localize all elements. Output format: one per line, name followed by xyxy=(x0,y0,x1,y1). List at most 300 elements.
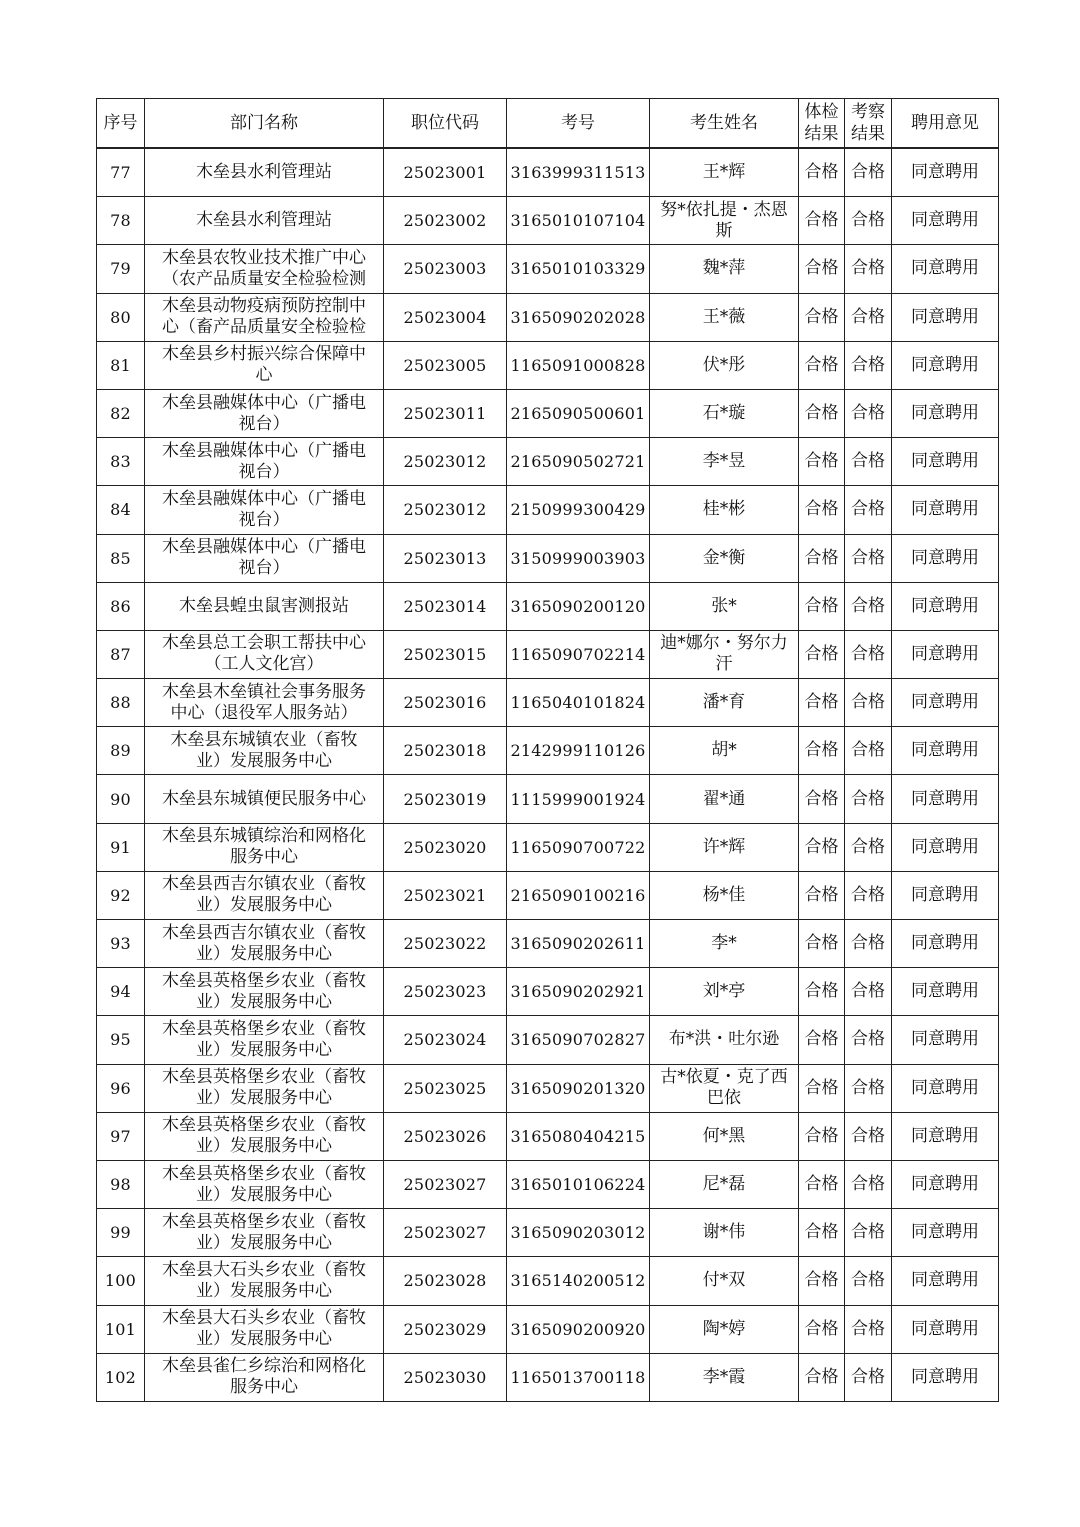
cell-exam: 3165010107104 xyxy=(507,197,650,245)
cell-code: 25023025 xyxy=(384,1064,507,1112)
cell-opinion: 同意聘用 xyxy=(892,968,999,1016)
cell-exam: 3165090202921 xyxy=(507,968,650,1016)
cell-seq: 77 xyxy=(97,148,145,197)
cell-physical: 合格 xyxy=(799,1064,845,1112)
table-row xyxy=(97,582,999,630)
dept-line: 业）发展服务中心 xyxy=(196,895,332,916)
cell-exam: 1165040101824 xyxy=(507,679,650,727)
cell-opinion: 同意聘用 xyxy=(892,197,999,245)
cell-opinion: 同意聘用 xyxy=(892,775,999,823)
dept-line: 业）发展服务中心 xyxy=(196,1136,332,1157)
table-row xyxy=(97,775,999,823)
dept-line: 木垒县大石头乡农业（畜牧 xyxy=(162,1308,366,1329)
table-row xyxy=(97,1353,999,1401)
dept-line: 视台） xyxy=(238,413,290,434)
dept-line: 视台） xyxy=(238,558,290,579)
cell-physical: 合格 xyxy=(799,582,845,630)
header-inspect-line: 结果 xyxy=(851,124,885,144)
cell-physical: 合格 xyxy=(799,1209,845,1257)
cell-inspect: 合格 xyxy=(845,1112,892,1160)
cell-opinion: 同意聘用 xyxy=(892,438,999,486)
table-row xyxy=(97,293,999,341)
cell-opinion: 同意聘用 xyxy=(892,871,999,919)
cell-seq: 91 xyxy=(97,823,145,871)
cell-name xyxy=(650,1209,799,1257)
cell-seq: 95 xyxy=(97,1016,145,1064)
cell-exam: 1165091000828 xyxy=(507,341,650,389)
cell-physical: 合格 xyxy=(799,534,845,582)
header-row xyxy=(97,99,999,149)
cell-dept xyxy=(145,341,384,389)
cell-physical: 合格 xyxy=(799,1257,845,1305)
name-line: 何*黑 xyxy=(702,1125,746,1146)
cell-seq: 88 xyxy=(97,679,145,727)
table-row xyxy=(97,1209,999,1257)
name-line: 许*辉 xyxy=(702,836,746,857)
cell-inspect: 合格 xyxy=(845,1209,892,1257)
cell-code: 25023015 xyxy=(384,630,507,678)
cell-dept xyxy=(145,679,384,727)
cell-exam: 3150999003903 xyxy=(507,534,650,582)
dept-line: 业）发展服务中心 xyxy=(196,1088,332,1109)
name-line: 谢*伟 xyxy=(702,1222,746,1243)
dept-line: 业）发展服务中心 xyxy=(196,991,332,1012)
cell-seq: 93 xyxy=(97,920,145,968)
table-row xyxy=(97,389,999,437)
cell-name xyxy=(650,920,799,968)
cell-exam: 3165010106224 xyxy=(507,1160,650,1208)
cell-name xyxy=(650,293,799,341)
cell-inspect: 合格 xyxy=(845,1257,892,1305)
table-row xyxy=(97,1112,999,1160)
cell-dept xyxy=(145,1160,384,1208)
cell-opinion: 同意聘用 xyxy=(892,293,999,341)
header-physical-line: 结果 xyxy=(804,124,839,144)
cell-code: 25023018 xyxy=(384,727,507,775)
cell-opinion: 同意聘用 xyxy=(892,1257,999,1305)
cell-dept xyxy=(145,630,384,678)
cell-dept xyxy=(145,534,384,582)
dept-line: 木垒县融媒体中心（广播电 xyxy=(162,440,366,461)
cell-dept xyxy=(145,293,384,341)
cell-name xyxy=(650,1305,799,1353)
cell-inspect: 合格 xyxy=(845,1305,892,1353)
dept-line: 木垒县英格堡乡农业（畜牧 xyxy=(162,1211,366,1232)
cell-code: 25023005 xyxy=(384,341,507,389)
table-row xyxy=(97,534,999,582)
cell-name xyxy=(650,1257,799,1305)
name-line: 刘*亭 xyxy=(702,981,746,1002)
cell-inspect: 合格 xyxy=(845,727,892,775)
cell-name xyxy=(650,727,799,775)
header-dept: 部门名称 xyxy=(145,99,384,149)
dept-line: 服务中心 xyxy=(230,847,298,868)
cell-name xyxy=(650,245,799,293)
name-line: 巴依 xyxy=(707,1088,741,1109)
cell-opinion: 同意聘用 xyxy=(892,1305,999,1353)
name-line: 古*依夏・克了西 xyxy=(660,1067,788,1088)
name-line: 汗 xyxy=(715,654,733,675)
name-line: 翟*通 xyxy=(702,788,746,809)
cell-seq: 81 xyxy=(97,341,145,389)
cell-seq: 92 xyxy=(97,871,145,919)
name-line: 努*依扎提・杰恩 xyxy=(660,199,788,220)
cell-opinion: 同意聘用 xyxy=(892,341,999,389)
header-physical xyxy=(799,99,845,149)
table-row xyxy=(97,968,999,1016)
dept-line: 木垒县动物疫病预防控制中 xyxy=(162,296,366,317)
cell-inspect: 合格 xyxy=(845,197,892,245)
cell-name xyxy=(650,630,799,678)
cell-exam: 3165010103329 xyxy=(507,245,650,293)
name-line: 李*霞 xyxy=(702,1366,746,1387)
cell-dept xyxy=(145,1112,384,1160)
dept-line: 木垒县农牧业技术推广中心 xyxy=(162,247,366,268)
cell-name xyxy=(650,775,799,823)
dept-line: 木垒县英格堡乡农业（畜牧 xyxy=(162,1018,366,1039)
name-line: 潘*育 xyxy=(702,692,746,713)
cell-opinion: 同意聘用 xyxy=(892,630,999,678)
dept-line: 木垒县雀仁乡综治和网格化 xyxy=(162,1356,366,1377)
cell-seq: 99 xyxy=(97,1209,145,1257)
dept-line: 业）发展服务中心 xyxy=(196,1039,332,1060)
cell-physical: 合格 xyxy=(799,823,845,871)
cell-inspect: 合格 xyxy=(845,582,892,630)
cell-name xyxy=(650,341,799,389)
cell-inspect: 合格 xyxy=(845,968,892,1016)
cell-exam: 1165013700118 xyxy=(507,1353,650,1401)
cell-code: 25023026 xyxy=(384,1112,507,1160)
cell-physical: 合格 xyxy=(799,486,845,534)
cell-opinion: 同意聘用 xyxy=(892,823,999,871)
cell-opinion: 同意聘用 xyxy=(892,1353,999,1401)
cell-physical: 合格 xyxy=(799,197,845,245)
cell-inspect: 合格 xyxy=(845,920,892,968)
header-seq: 序号 xyxy=(97,99,145,149)
cell-dept xyxy=(145,486,384,534)
dept-line: 视台） xyxy=(238,461,290,482)
cell-dept xyxy=(145,148,384,197)
cell-dept xyxy=(145,1209,384,1257)
cell-code: 25023023 xyxy=(384,968,507,1016)
dept-line: 业）发展服务中心 xyxy=(196,1232,332,1253)
cell-exam: 1165090702214 xyxy=(507,630,650,678)
header-opinion: 聘用意见 xyxy=(892,99,999,149)
cell-name xyxy=(650,438,799,486)
table-row xyxy=(97,1257,999,1305)
cell-opinion: 同意聘用 xyxy=(892,1209,999,1257)
cell-exam: 3165090201320 xyxy=(507,1064,650,1112)
cell-dept xyxy=(145,1016,384,1064)
cell-inspect: 合格 xyxy=(845,486,892,534)
dept-line: 木垒县东城镇便民服务中心 xyxy=(162,788,366,809)
cell-seq: 78 xyxy=(97,197,145,245)
cell-inspect: 合格 xyxy=(845,871,892,919)
cell-code: 25023029 xyxy=(384,1305,507,1353)
name-line: 陶*婷 xyxy=(702,1318,746,1339)
cell-inspect: 合格 xyxy=(845,679,892,727)
cell-physical: 合格 xyxy=(799,775,845,823)
name-line: 胡* xyxy=(711,740,737,761)
dept-line: 业）发展服务中心 xyxy=(196,750,332,771)
cell-exam: 3165080404215 xyxy=(507,1112,650,1160)
cell-physical: 合格 xyxy=(799,1112,845,1160)
cell-name xyxy=(650,148,799,197)
dept-line: 木垒县融媒体中心（广播电 xyxy=(162,392,366,413)
cell-dept xyxy=(145,389,384,437)
cell-opinion: 同意聘用 xyxy=(892,1016,999,1064)
dept-line: 心 xyxy=(255,365,273,386)
cell-code: 25023024 xyxy=(384,1016,507,1064)
cell-inspect: 合格 xyxy=(845,293,892,341)
cell-exam: 2165090100216 xyxy=(507,871,650,919)
cell-physical: 合格 xyxy=(799,245,845,293)
cell-inspect: 合格 xyxy=(845,823,892,871)
dept-line: 木垒县水利管理站 xyxy=(196,210,332,231)
cell-dept xyxy=(145,1353,384,1401)
cell-physical: 合格 xyxy=(799,1016,845,1064)
cell-seq: 87 xyxy=(97,630,145,678)
header-code: 职位代码 xyxy=(384,99,507,149)
cell-seq: 82 xyxy=(97,389,145,437)
dept-line: 业）发展服务中心 xyxy=(196,1184,332,1205)
dept-line: 服务中心 xyxy=(230,1377,298,1398)
cell-name xyxy=(650,968,799,1016)
name-line: 迪*娜尔・努尔力 xyxy=(660,633,788,654)
cell-physical: 合格 xyxy=(799,1160,845,1208)
cell-dept xyxy=(145,245,384,293)
cell-inspect: 合格 xyxy=(845,341,892,389)
cell-physical: 合格 xyxy=(799,968,845,1016)
header-inspect xyxy=(845,99,892,149)
cell-physical: 合格 xyxy=(799,679,845,727)
name-line: 金*衡 xyxy=(702,547,746,568)
cell-dept xyxy=(145,920,384,968)
cell-opinion: 同意聘用 xyxy=(892,486,999,534)
cell-opinion: 同意聘用 xyxy=(892,534,999,582)
dept-line: 木垒县西吉尔镇农业（畜牧 xyxy=(162,874,366,895)
cell-dept xyxy=(145,582,384,630)
cell-name xyxy=(650,389,799,437)
cell-code: 25023002 xyxy=(384,197,507,245)
cell-opinion: 同意聘用 xyxy=(892,245,999,293)
cell-physical: 合格 xyxy=(799,389,845,437)
cell-inspect: 合格 xyxy=(845,534,892,582)
cell-code: 25023001 xyxy=(384,148,507,197)
cell-inspect: 合格 xyxy=(845,630,892,678)
header-inspect-line: 考察 xyxy=(851,102,885,122)
table-row xyxy=(97,679,999,727)
cell-seq: 83 xyxy=(97,438,145,486)
cell-dept xyxy=(145,438,384,486)
table-row xyxy=(97,727,999,775)
cell-code: 25023019 xyxy=(384,775,507,823)
cell-exam: 3165090202028 xyxy=(507,293,650,341)
cell-seq: 102 xyxy=(97,1353,145,1401)
cell-inspect: 合格 xyxy=(845,438,892,486)
cell-opinion: 同意聘用 xyxy=(892,148,999,197)
cell-exam: 3165090203012 xyxy=(507,1209,650,1257)
cell-exam: 2150999300429 xyxy=(507,486,650,534)
name-line: 王*辉 xyxy=(702,162,746,183)
cell-seq: 97 xyxy=(97,1112,145,1160)
dept-line: 木垒县蝗虫鼠害测报站 xyxy=(179,595,349,616)
cell-code: 25023003 xyxy=(384,245,507,293)
dept-line: 木垒县英格堡乡农业（畜牧 xyxy=(162,970,366,991)
dept-line: 中心（退役军人服务站） xyxy=(170,702,358,723)
cell-dept xyxy=(145,1257,384,1305)
name-line: 李*昱 xyxy=(702,451,746,472)
name-line: 尼*磊 xyxy=(702,1174,746,1195)
table-row xyxy=(97,1305,999,1353)
cell-code: 25023014 xyxy=(384,582,507,630)
dept-line: 木垒县大石头乡农业（畜牧 xyxy=(162,1259,366,1280)
cell-seq: 86 xyxy=(97,582,145,630)
name-line: 杨*佳 xyxy=(702,884,746,905)
cell-inspect: 合格 xyxy=(845,245,892,293)
cell-code: 25023027 xyxy=(384,1209,507,1257)
cell-seq: 98 xyxy=(97,1160,145,1208)
table-row xyxy=(97,920,999,968)
cell-opinion: 同意聘用 xyxy=(892,920,999,968)
dept-line: 木垒县英格堡乡农业（畜牧 xyxy=(162,1115,366,1136)
name-line: 石*璇 xyxy=(702,403,746,424)
header-physical-line: 体检 xyxy=(804,102,839,122)
cell-code: 25023012 xyxy=(384,438,507,486)
cell-inspect: 合格 xyxy=(845,148,892,197)
cell-dept xyxy=(145,823,384,871)
cell-exam: 3165090702827 xyxy=(507,1016,650,1064)
cell-inspect: 合格 xyxy=(845,1160,892,1208)
table-row xyxy=(97,438,999,486)
cell-name xyxy=(650,1353,799,1401)
name-line: 李* xyxy=(711,933,737,954)
cell-name xyxy=(650,823,799,871)
dept-line: （工人文化宫） xyxy=(204,654,324,675)
cell-opinion: 同意聘用 xyxy=(892,727,999,775)
cell-exam: 3165090202611 xyxy=(507,920,650,968)
cell-name xyxy=(650,1016,799,1064)
table-body xyxy=(97,148,999,1401)
dept-line: 木垒县东城镇综治和网格化 xyxy=(162,826,366,847)
cell-code: 25023004 xyxy=(384,293,507,341)
table-row xyxy=(97,197,999,245)
dept-line: 业）发展服务中心 xyxy=(196,943,332,964)
table-row xyxy=(97,245,999,293)
cell-dept xyxy=(145,1064,384,1112)
cell-seq: 89 xyxy=(97,727,145,775)
name-line: 伏*彤 xyxy=(702,354,746,375)
dept-line: 木垒县木垒镇社会事务服务 xyxy=(162,681,366,702)
name-line: 付*双 xyxy=(702,1270,746,1291)
cell-name xyxy=(650,534,799,582)
dept-line: 业）发展服务中心 xyxy=(196,1280,332,1301)
cell-physical: 合格 xyxy=(799,727,845,775)
cell-code: 25023013 xyxy=(384,534,507,582)
name-line: 张* xyxy=(711,595,737,616)
cell-inspect: 合格 xyxy=(845,1353,892,1401)
name-line: 王*薇 xyxy=(702,306,746,327)
header-exam: 考号 xyxy=(507,99,650,149)
cell-exam: 1115999001924 xyxy=(507,775,650,823)
cell-name xyxy=(650,486,799,534)
cell-opinion: 同意聘用 xyxy=(892,1160,999,1208)
dept-line: 木垒县西吉尔镇农业（畜牧 xyxy=(162,922,366,943)
cell-physical: 合格 xyxy=(799,148,845,197)
cell-physical: 合格 xyxy=(799,438,845,486)
cell-name xyxy=(650,871,799,919)
table-row xyxy=(97,823,999,871)
cell-opinion: 同意聘用 xyxy=(892,582,999,630)
cell-opinion: 同意聘用 xyxy=(892,679,999,727)
dept-line: 业）发展服务中心 xyxy=(196,1329,332,1350)
table-row xyxy=(97,1064,999,1112)
cell-seq: 84 xyxy=(97,486,145,534)
cell-physical: 合格 xyxy=(799,920,845,968)
cell-inspect: 合格 xyxy=(845,1016,892,1064)
cell-physical: 合格 xyxy=(799,293,845,341)
cell-exam: 3163999311513 xyxy=(507,148,650,197)
cell-code: 25023021 xyxy=(384,871,507,919)
cell-exam: 3165090200120 xyxy=(507,582,650,630)
cell-code: 25023027 xyxy=(384,1160,507,1208)
cell-exam: 2165090500601 xyxy=(507,389,650,437)
cell-seq: 100 xyxy=(97,1257,145,1305)
dept-line: 木垒县乡村振兴综合保障中 xyxy=(162,344,366,365)
cell-physical: 合格 xyxy=(799,1305,845,1353)
cell-code: 25023016 xyxy=(384,679,507,727)
cell-code: 25023030 xyxy=(384,1353,507,1401)
cell-physical: 合格 xyxy=(799,871,845,919)
cell-name xyxy=(650,1064,799,1112)
dept-line: 木垒县东城镇农业（畜牧 xyxy=(170,729,358,750)
cell-physical: 合格 xyxy=(799,1353,845,1401)
cell-name xyxy=(650,1160,799,1208)
cell-dept xyxy=(145,871,384,919)
cell-seq: 79 xyxy=(97,245,145,293)
cell-dept xyxy=(145,775,384,823)
cell-code: 25023022 xyxy=(384,920,507,968)
cell-name xyxy=(650,679,799,727)
cell-seq: 94 xyxy=(97,968,145,1016)
cell-name xyxy=(650,1112,799,1160)
dept-line: （农产品质量安全检验检测 xyxy=(162,268,366,289)
name-line: 斯 xyxy=(715,220,733,241)
hiring-table xyxy=(96,98,999,1402)
cell-dept xyxy=(145,968,384,1016)
table-row xyxy=(97,630,999,678)
table-row xyxy=(97,1016,999,1064)
cell-exam: 3165090200920 xyxy=(507,1305,650,1353)
cell-opinion: 同意聘用 xyxy=(892,1064,999,1112)
table-row xyxy=(97,871,999,919)
cell-seq: 80 xyxy=(97,293,145,341)
cell-dept xyxy=(145,197,384,245)
header-name: 考生姓名 xyxy=(650,99,799,149)
cell-seq: 96 xyxy=(97,1064,145,1112)
cell-name xyxy=(650,197,799,245)
cell-code: 25023020 xyxy=(384,823,507,871)
dept-line: 视台） xyxy=(238,509,290,530)
cell-code: 25023028 xyxy=(384,1257,507,1305)
cell-seq: 85 xyxy=(97,534,145,582)
dept-line: 木垒县英格堡乡农业（畜牧 xyxy=(162,1067,366,1088)
dept-line: 木垒县总工会职工帮扶中心 xyxy=(162,633,366,654)
cell-inspect: 合格 xyxy=(845,1064,892,1112)
dept-line: 木垒县英格堡乡农业（畜牧 xyxy=(162,1163,366,1184)
cell-opinion: 同意聘用 xyxy=(892,389,999,437)
cell-opinion: 同意聘用 xyxy=(892,1112,999,1160)
